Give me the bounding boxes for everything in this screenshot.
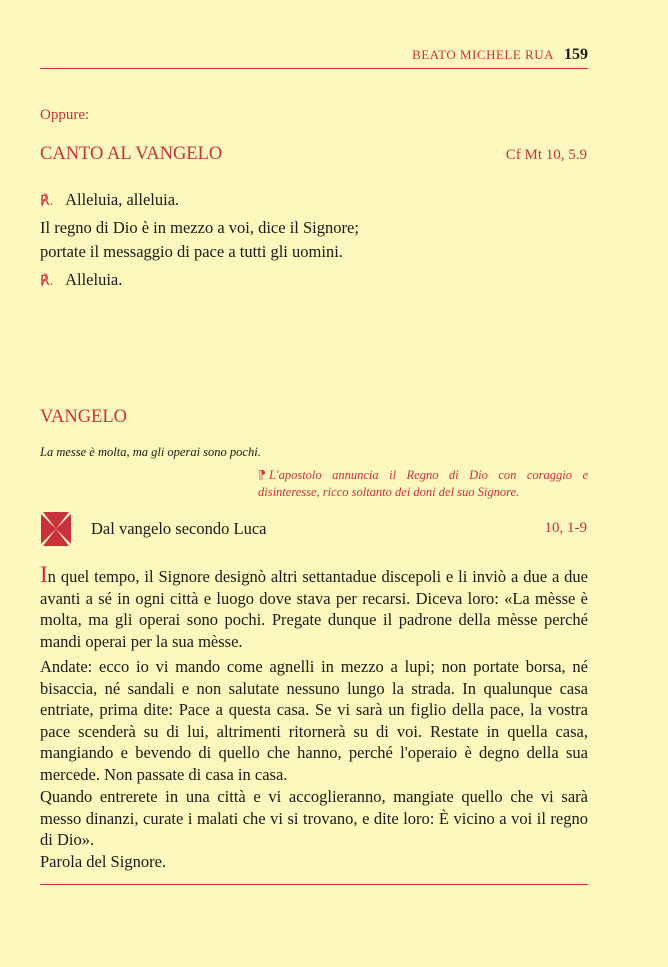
response-symbol: ℟. <box>40 274 54 289</box>
verse-line-2: portate il messaggio di pace a tutti gli uomini. <box>40 242 343 261</box>
response-line-2 <box>40 270 122 290</box>
page-header <box>40 46 588 69</box>
drop-cap: I <box>40 562 48 587</box>
acclamation-reference: Cf Mt 10, 5.9 <box>505 147 587 163</box>
red-maltese-cross-icon <box>40 512 72 546</box>
verse-line-1: Il regno di Dio è in mezzo a voi, dice il Signore; <box>40 218 359 237</box>
reading-source: Dal vangelo secondo Luca <box>91 519 267 538</box>
acclamation-title: CANTO AL VANGELO <box>40 144 223 164</box>
alternative-label: Oppure: <box>40 107 90 123</box>
reading-reference: 10, 1-9 <box>544 520 587 536</box>
response-symbol: ℟. <box>40 194 54 209</box>
gospel-title: VANGELO <box>40 407 128 427</box>
response-line-1 <box>40 190 179 210</box>
paragraph-1-text: n quel tempo, il Signore designò altri settantadue discepoli e li inviò a due a due avanti a sé in ogni città e luogo dove stava per recarsi. Diceva loro: «La mèsse è molta, ma gli operai sono pochi. Pregate dunque il padrone della mèsse perché mandi operai per la sua mèsse. <box>40 567 588 651</box>
page-number: 159 <box>564 46 588 63</box>
gospel-paragraph-2: Andate: ecco io vi mando come agnelli in mezzo a lupi; non portate borsa, né bisaccia, né sandali e non salutate nessuno lungo la strada. In qualunque casa entriate, prima dite: Pace a questa casa. Se vi sarà un figlio della pace, la vostra pace scenderà su di lui, altrimenti ritornerà su di voi. Restate in quella casa, mangiando e bevendo di quello che hanno, perché l'operaio è degno della sua mercede. Non passate di casa in casa. <box>40 657 588 784</box>
gospel-paragraph-1 <box>40 562 588 652</box>
gospel-antiphon: La messe è molta, ma gli operai sono pochi. <box>40 445 261 459</box>
running-head: BEATO MICHELE RUA <box>412 47 554 62</box>
response-text-1: Alleluia, alleluia. <box>65 190 180 209</box>
gospel-note <box>258 467 588 501</box>
gospel-paragraph-3: Quando entrerete in una città e vi accoglieranno, mangiate quello che vi sarà messo dinanzi, curate i malati che vi si trovano, e dite loro: È vicino a voi il regno di Dio». <box>40 787 588 849</box>
closing-formula: Parola del Signore. <box>40 852 167 871</box>
note-text: L'apostolo annuncia il Regno di Dio con coraggio e disinteresse, ricco soltanto dei doni del suo Signore. <box>258 468 588 499</box>
response-text-2: Alleluia. <box>65 270 123 289</box>
note-mark: ⁋ <box>258 468 266 482</box>
footer-rule <box>40 884 588 885</box>
